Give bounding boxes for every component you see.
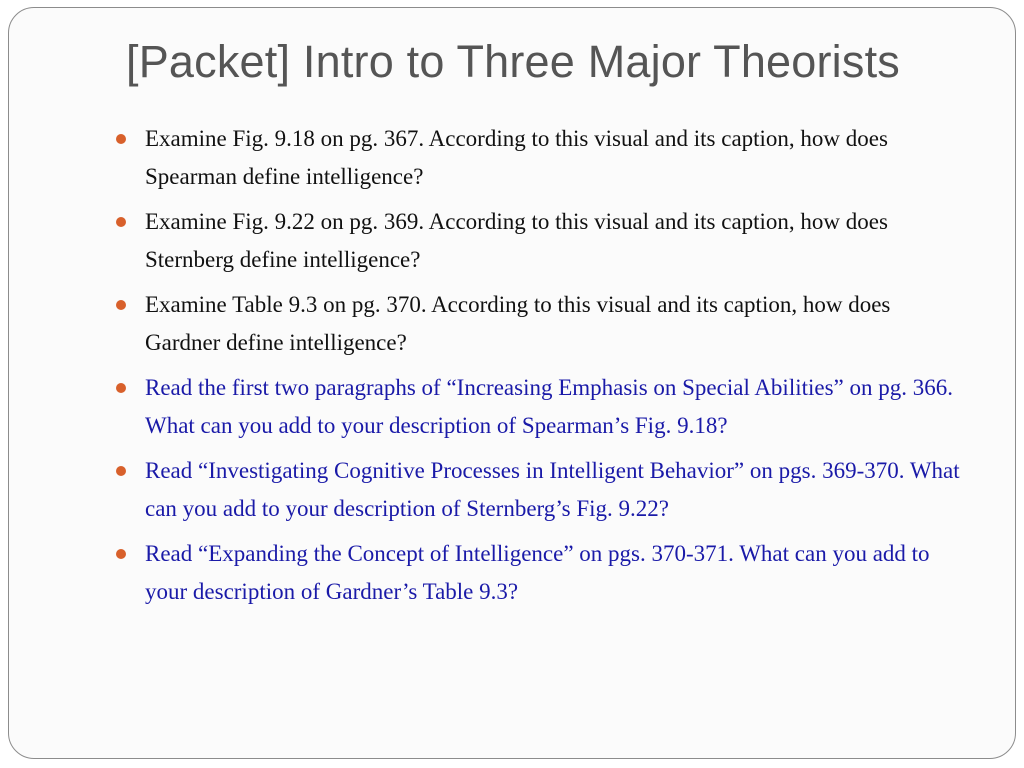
bullet-item-spearman-fig (111, 120, 971, 195)
bullet-text: Examine Fig. 9.18 on pg. 367. According to this visual and its caption, how does Spearman define intelligence? (145, 126, 888, 189)
bullet-text: Read the first two paragraphs of “Increasing Emphasis on Special Abilities” on pg. 366. What can you add to your description of Spearman’s Fig. 9.18? (145, 375, 953, 438)
bullet-item-gardner-reading (111, 535, 971, 610)
bullet-dot-icon (116, 549, 126, 559)
slide-frame (8, 7, 1016, 759)
bullet-item-sternberg-reading (111, 452, 971, 527)
bullet-dot-icon (116, 466, 126, 476)
bullet-dot-icon (116, 217, 126, 227)
bullet-text: Examine Table 9.3 on pg. 370. According to this visual and its caption, how does Gardner define intelligence? (145, 292, 891, 355)
slide-title: [Packet] Intro to Three Major Theorists (126, 36, 900, 87)
bullet-item-spearman-reading (111, 369, 971, 444)
bullet-dot-icon (116, 383, 126, 393)
bullet-dot-icon (116, 134, 126, 144)
bullet-dot-icon (116, 300, 126, 310)
bullet-text: Read “Investigating Cognitive Processes in Intelligent Behavior” on pgs. 369-370. What can you add to your description of Sternberg’s Fig. 9.22? (145, 458, 960, 521)
bullet-item-sternberg-fig (111, 203, 971, 278)
bullet-text: Read “Expanding the Concept of Intelligence” on pgs. 370-371. What can you add to your description of Gardner’s Table 9.3? (145, 541, 930, 604)
bullet-text: Examine Fig. 9.22 on pg. 369. According to this visual and its caption, how does Sternberg define intelligence? (145, 209, 888, 272)
bullet-list (111, 120, 971, 618)
bullet-item-gardner-table (111, 286, 971, 361)
